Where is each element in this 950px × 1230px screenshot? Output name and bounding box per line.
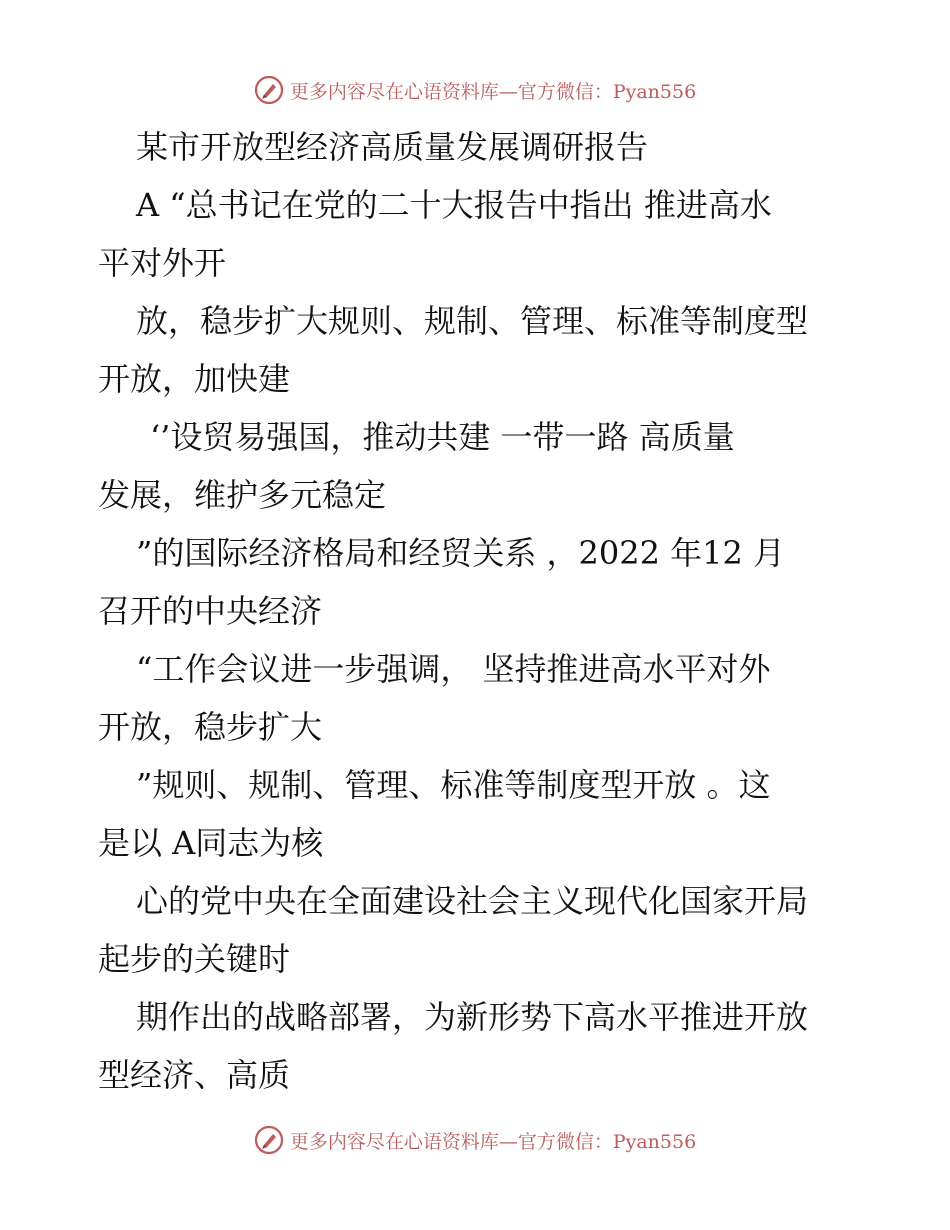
body-line: A “总书记在党的二十大报告中指出 推进高水 bbox=[136, 186, 772, 224]
body-line: 型经济、高质 bbox=[98, 1056, 291, 1094]
watermark-text: 更多内容尽在心语资料库—官方微信：Pyan556 bbox=[289, 80, 697, 103]
body-line: ”的国际经济格局和经贸关系 ，2022 年12 月 bbox=[136, 534, 786, 572]
watermark-text: 更多内容尽在心语资料库—官方微信：Pyan556 bbox=[289, 1130, 697, 1153]
body-line: 起步的关键时 bbox=[98, 940, 291, 978]
pen-nib-logo-icon bbox=[254, 75, 284, 105]
body-line: 发展，维护多元稳定 bbox=[98, 476, 387, 514]
body-line: 期作出的战略部署，为新形势下高水平推进开放 bbox=[136, 998, 809, 1036]
body-line: 召开的中央经济 bbox=[98, 592, 323, 630]
body-line: 是以 A同志为核 bbox=[98, 824, 324, 862]
pen-nib-logo-icon bbox=[254, 1125, 284, 1155]
body-line: “工作会议进一步强调， 坚持推进高水平对外 bbox=[136, 650, 771, 688]
body-line: ‘’设贸易强国，推动共建 一带一路 高质量 bbox=[150, 418, 735, 456]
body-line: 开放，加快建 bbox=[98, 360, 291, 398]
body-line: 开放，稳步扩大 bbox=[98, 708, 323, 746]
body-line: ”规则、规制、管理、标准等制度型开放 。这 bbox=[136, 766, 771, 804]
watermark-header bbox=[0, 70, 950, 110]
watermark-footer bbox=[0, 1120, 950, 1160]
document-title: 某市开放型经济高质量发展调研报告 bbox=[136, 128, 649, 166]
body-line: 平对外开 bbox=[98, 244, 227, 282]
body-line: 放，稳步扩大规则、规制、管理、标准等制度型 bbox=[136, 302, 809, 340]
body-line: 心的党中央在全面建设社会主义现代化国家开局 bbox=[136, 882, 809, 920]
